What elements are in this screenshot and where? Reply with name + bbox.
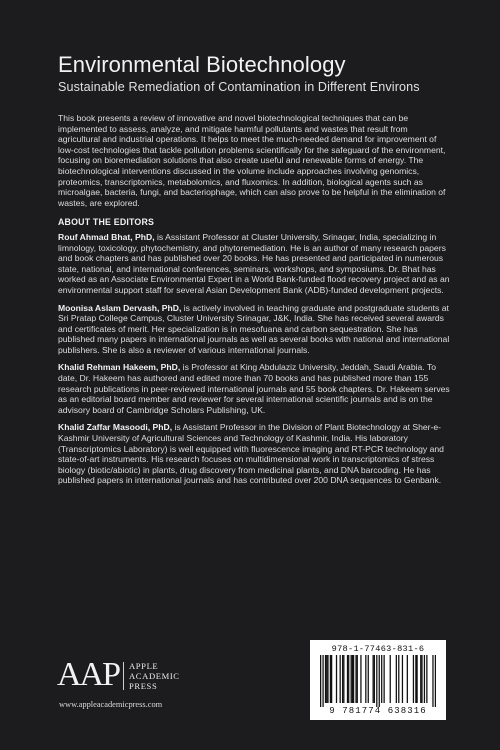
editor-bio-1 — [58, 232, 450, 296]
barcode-bar — [376, 655, 377, 707]
editor-bio-4 — [58, 422, 450, 486]
book-subtitle: Sustainable Remediation of Contamination in Different Environs — [58, 80, 420, 94]
barcode-bars — [320, 655, 436, 707]
barcode-bar — [407, 655, 408, 703]
barcode-bar — [390, 655, 391, 703]
cover-text — [58, 113, 450, 493]
barcode-bar — [352, 655, 353, 703]
barcode-bar — [379, 655, 380, 707]
barcode-bar — [325, 655, 326, 703]
editor-bio-2 — [58, 303, 450, 356]
barcode-bar — [360, 655, 361, 703]
barcode-bar — [424, 655, 425, 703]
barcode-digits: 9 781774 638316 — [329, 706, 427, 716]
barcode-bar — [331, 655, 332, 703]
about-editors-heading: ABOUT THE EDITORS — [58, 217, 155, 228]
barcode-bar — [342, 655, 343, 703]
barcode-bar — [327, 655, 328, 703]
barcode-bar — [340, 655, 341, 703]
barcode-bar — [322, 655, 323, 707]
barcode-bar — [353, 655, 354, 703]
editor-bio-text: is Assistant Professor in the Division of Plant Biotechnology at Sher-e-Kashmir University of Agricultural Sciences and Technology of Kashmir, India. His laboratory (Transcriptomics Laboratory) is well equipped with fluorescence imaging and RT-PCR technology and state-of-art instruments. His research focuses on multidimensional work in transcriptomics of stress biology (biotic/abiotic) in plants, drug discovery from medicinal plants, and DNA barcoding. He has published papers in international journals and has contributed over 200 DNA sequences to Genbank. — [58, 422, 444, 486]
isbn-number: 978-1-77463-831-6 — [331, 644, 425, 654]
logo-divider — [123, 662, 124, 690]
book-description: This book presents a review of innovative and novel biotechnological techniques that can be implemented to assess, analyze, and mitigate harmful pollutants and wastes that result from agricultural and industrial operations. It helps to meet the much-needed demand for improvement of low-cost technologies that tackle pollution problems scientifically for the safeguard of the environment, focusing on bioremediation solutions that also create useful and renewable forms of energy. The biotechnological interventions discussed in the volume include approaches involving genomics, proteomics, transcriptomics, metabolomics, and fluxomics. In addition, biological agents such as microalgae, bacteria, fungi, and bacteriophage, which can also prove to be helpful in the elimination of wastes, are explored. — [58, 113, 446, 208]
editor-bio-text: is Professor at King Abdulaziz University, Jeddah, Saudi Arabia. To date, Dr. Hakeem has authored and edited more than 70 books and has published more than 155 research publications in peer-reviewed international journals and 55 book chapters. Dr. Hakeem serves as an editorial board member and reviewer for several international scientific journals and is on the advisory board of Cambridge Scholars Publishing, UK. — [58, 362, 450, 415]
publisher-name-line: APPLE — [129, 661, 159, 671]
barcode-bar — [432, 655, 433, 707]
barcode-bar — [435, 655, 436, 707]
barcode-bar — [373, 655, 374, 703]
editor-name: Rouf Ahmad Bhat, PhD, — [58, 231, 155, 242]
barcode-bar — [348, 655, 349, 703]
barcode-bar — [343, 655, 344, 703]
book-title: Environmental Biotechnology — [58, 52, 346, 77]
publisher-url: www.appleacademicpress.com — [59, 700, 163, 709]
publisher-name — [129, 661, 180, 691]
barcode-bar — [402, 655, 403, 703]
publisher-name-line: ACADEMIC — [129, 671, 180, 681]
barcode-bar — [396, 655, 397, 703]
publisher-logo — [57, 658, 257, 718]
barcode-bar — [336, 655, 337, 703]
barcode-bar — [381, 655, 382, 703]
barcode-bar — [421, 655, 422, 703]
barcode-bar — [383, 655, 384, 703]
barcode-bar — [398, 655, 399, 703]
barcode-bar — [355, 655, 356, 703]
editor-name: Moonisa Aslam Dervash, PhD, — [58, 302, 182, 313]
editor-bio-text: is Assistant Professor at Cluster University, Srinagar, India, specializing in limnology, toxicology, phytochemistry, and phytoremediation. He is an author of many research papers and book chapters and has published over 20 books. He has presented and participated in numerous state, national, and international conferences, seminars, workshops, and symposiums. Dr. Bhat has worked as an Associate Environmental Expert in a World Bank-funded flood recovery project and as an environmental support staff for several Asian Development Bank (ADB)-funded development projects. — [58, 231, 450, 295]
barcode-bar — [347, 655, 348, 703]
publisher-name-line: PRESS — [129, 681, 158, 691]
editor-bio-text: is actively involved in teaching graduate and postgraduate students at Sri Pratap College Campus, Cluster University Srinagar, J&K, India. She has received several awards and certificates of merit. Her specialization is in mesofuana and carbon sequestration. She has published many papers in international journals as well as several books with national and international publishers. She is also a reviewer of various international journals. — [58, 302, 450, 355]
barcode-bar — [330, 655, 331, 703]
editor-name: Khalid Rehman Hakeem, PhD, — [58, 362, 181, 373]
aap-logo-mark: AAP — [57, 656, 120, 693]
barcode-bar — [374, 655, 375, 703]
barcode-bar — [365, 655, 366, 703]
barcode-bar — [416, 655, 417, 703]
barcode-bar — [351, 655, 352, 703]
isbn-barcode — [310, 640, 446, 720]
editor-bio-3 — [58, 362, 450, 415]
barcode-bar — [368, 655, 369, 703]
barcode-bar — [326, 655, 327, 703]
barcode-bar — [415, 655, 416, 703]
editor-name: Khalid Zaffar Masoodi, PhD, — [58, 422, 173, 433]
barcode-bar — [426, 655, 427, 703]
barcode-bar — [320, 655, 321, 707]
barcode-bar — [357, 655, 358, 703]
barcode-bar — [420, 655, 421, 703]
barcode-bar — [413, 655, 414, 703]
